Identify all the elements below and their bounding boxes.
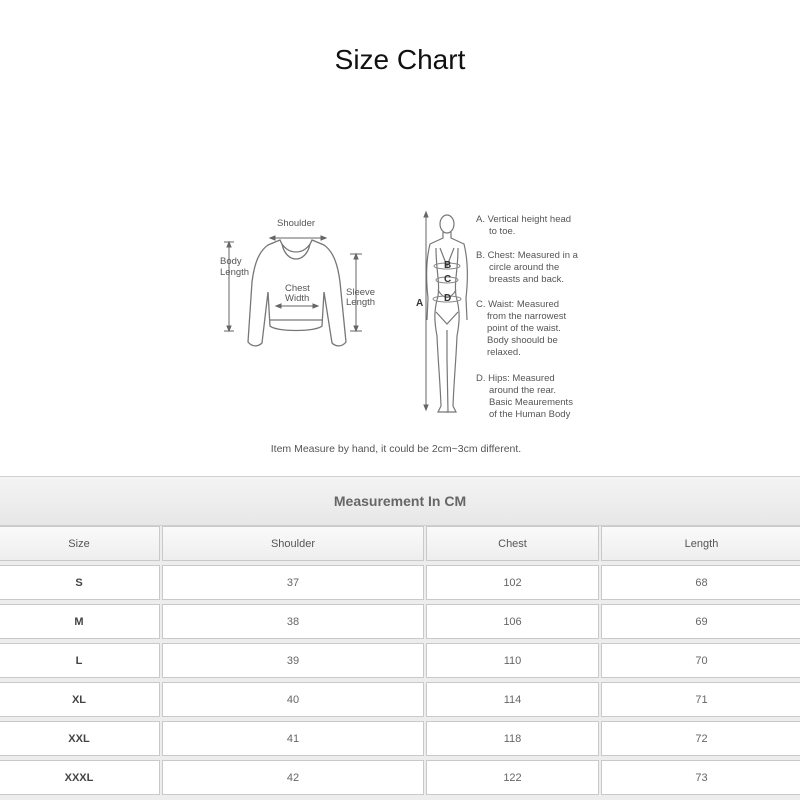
size-cell: M xyxy=(0,604,160,639)
chest-width-label-2: Width xyxy=(285,293,310,304)
note-d-2: around the rear. xyxy=(489,385,557,396)
letter-a: A xyxy=(416,298,424,309)
measure-disclaimer: Item Measure by hand, it could be 2cm~3cm different. xyxy=(270,443,522,455)
measurement-diagram xyxy=(0,200,800,470)
sleeve-length-label-2: Length xyxy=(346,297,376,308)
note-c-2: from the narrowest xyxy=(487,311,567,322)
shoulder-cell: 37 xyxy=(162,565,424,600)
length-cell: 73 xyxy=(601,760,800,795)
note-d-3: Basic Meaurements xyxy=(489,397,573,408)
note-c-3: point of the waist. xyxy=(487,323,561,334)
length-cell: 71 xyxy=(601,682,800,717)
chest-cell: 114 xyxy=(426,682,599,717)
length-cell: 69 xyxy=(601,604,800,639)
table-row xyxy=(0,721,800,758)
shoulder-label: Shoulder xyxy=(277,218,316,229)
length-cell: 68 xyxy=(601,565,800,600)
size-cell: L xyxy=(0,643,160,678)
note-b-3: breasts and back. xyxy=(489,274,564,285)
table-row xyxy=(0,604,800,641)
chest-cell: 118 xyxy=(426,721,599,756)
column-header-chest: Chest xyxy=(426,526,599,561)
body-length-label: Body xyxy=(220,256,242,267)
letter-d: D xyxy=(444,293,452,304)
chest-cell: 110 xyxy=(426,643,599,678)
size-cell: XL xyxy=(0,682,160,717)
note-b-2: circle around the xyxy=(489,262,560,273)
body-length-label-2: Length xyxy=(220,267,250,278)
letter-c: C xyxy=(444,274,452,285)
size-cell: S xyxy=(0,565,160,600)
note-b-1: B. Chest: Measured in a xyxy=(476,250,578,261)
length-cell: 70 xyxy=(601,643,800,678)
size-cell: XXXL xyxy=(0,760,160,795)
table-row xyxy=(0,760,800,797)
page-title: Size Chart xyxy=(334,44,466,75)
chest-cell: 122 xyxy=(426,760,599,795)
human-figure-icon xyxy=(427,215,468,412)
table-header-row xyxy=(0,526,800,563)
column-header-length: Length xyxy=(601,526,800,561)
note-d-1: D. Hips: Measured xyxy=(476,373,555,384)
chest-width-label: Chest xyxy=(285,283,310,294)
table-caption: Measurement In CM xyxy=(0,476,800,526)
sleeve-length-label: Sleeve xyxy=(346,287,376,298)
note-a-2: to toe. xyxy=(489,226,516,237)
shoulder-cell: 38 xyxy=(162,604,424,639)
garment-and-body-illustration xyxy=(0,200,800,470)
note-c-4: Body shoould be xyxy=(487,335,558,346)
chest-cell: 106 xyxy=(426,604,599,639)
table-row xyxy=(0,565,800,602)
size-cell: XXL xyxy=(0,721,160,756)
note-c-5: relaxed. xyxy=(487,347,521,358)
table-row xyxy=(0,643,800,680)
size-table xyxy=(0,476,800,800)
table-row xyxy=(0,682,800,719)
note-c-1: C. Waist: Measured xyxy=(476,299,560,310)
note-d-4: of the Human Body xyxy=(489,409,571,420)
column-header-shoulder: Shoulder xyxy=(162,526,424,561)
note-a-1: A. Vertical height head xyxy=(476,214,572,225)
shoulder-cell: 40 xyxy=(162,682,424,717)
shoulder-cell: 41 xyxy=(162,721,424,756)
length-cell: 72 xyxy=(601,721,800,756)
shoulder-cell: 42 xyxy=(162,760,424,795)
letter-b: B xyxy=(444,260,452,271)
shoulder-cell: 39 xyxy=(162,643,424,678)
chest-cell: 102 xyxy=(426,565,599,600)
column-header-size: Size xyxy=(0,526,160,561)
